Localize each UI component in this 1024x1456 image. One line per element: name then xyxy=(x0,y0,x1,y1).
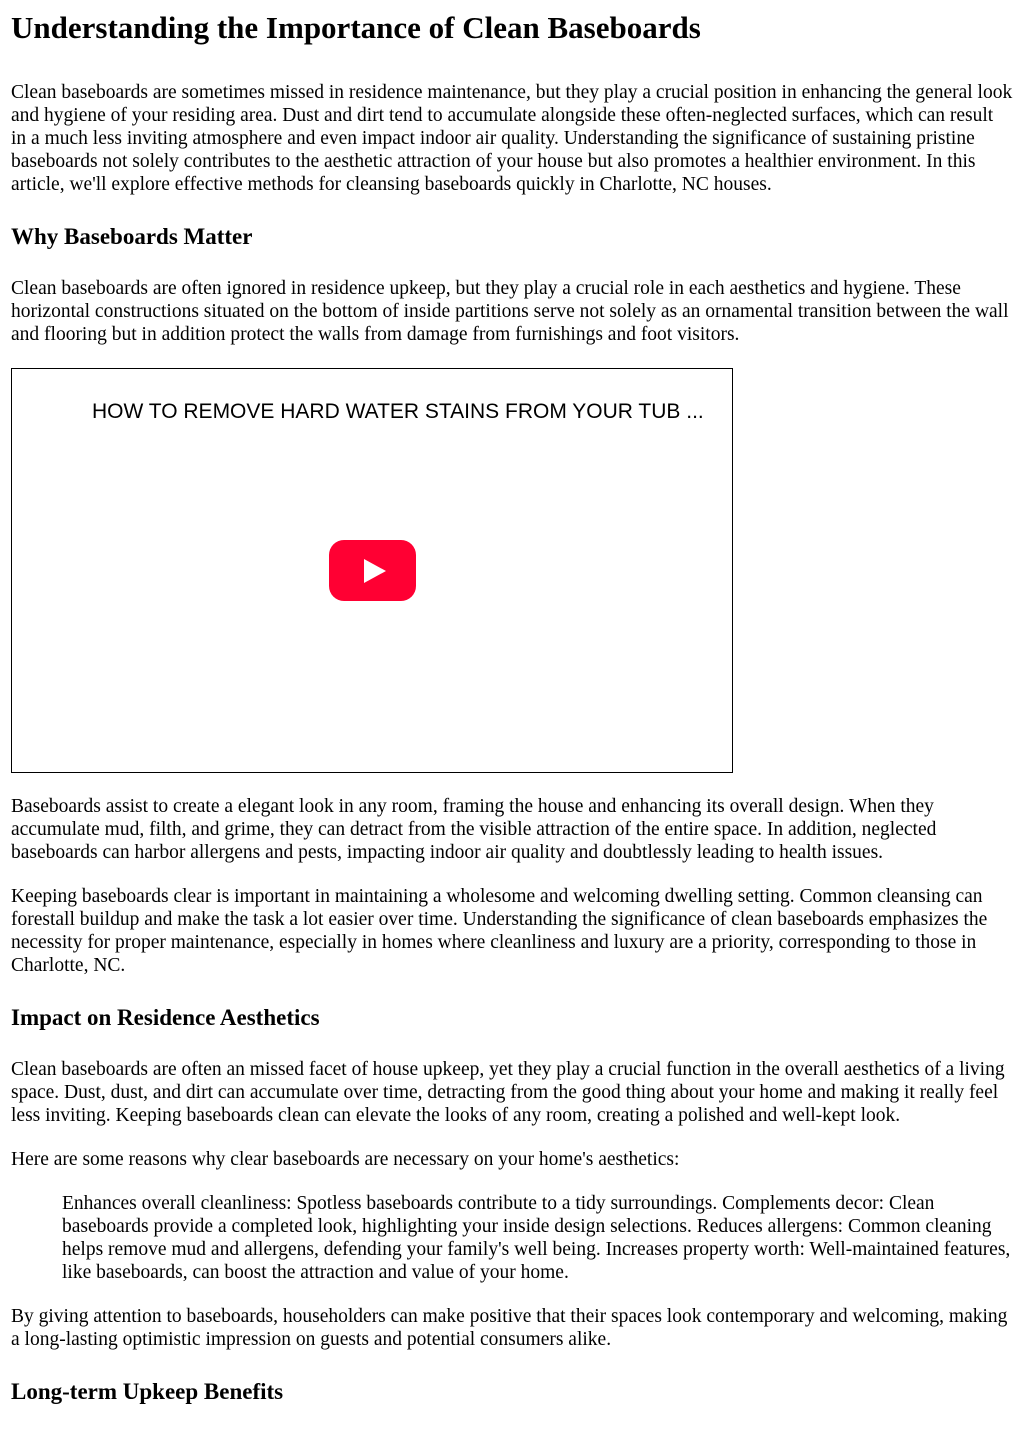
intro-paragraph: Clean baseboards are sometimes missed in residence maintenance, but they play a crucial position in enhancing the general look and hygiene of your residing area. Dust and dirt tend to accumulate alongside these often-neglected surfaces, which can result in a much less inviting atmosphere and even impact indoor air quality. Understanding the significance of sustaining pristine baseboards not solely contributes to the aesthetic attraction of your house but also promotes a healthier environment. In this article, we'll explore effective methods for cleansing baseboards quickly in Charlotte, NC houses. xyxy=(11,82,1013,195)
page-title: Understanding the Importance of Clean Baseboards xyxy=(11,10,701,45)
paragraph: Keeping baseboards clear is important in maintaining a wholesome and welcoming dwelling setting. Common cleansing can forestall buildup and make the task a lot easier over time. Understanding the significance of clean baseboards emphasizes the necessity for proper maintenance, especially in homes where cleanliness and luxury are a priority, corresponding to those in Charlotte, NC. xyxy=(11,886,988,976)
article xyxy=(0,10,1024,1405)
reasons-blockquote: Enhances overall cleanliness: Spotless baseboards contribute to a tidy surroundings. Complements decor: Clean baseboards provide a completed look, highlighting your inside design selections. Reduces allergens: Common cleaning helps remove mud and allergens, defending your family's well being. Increases property worth: Well-maintained features, like baseboards, can boost the attraction and value of your home. xyxy=(62,1193,1011,1283)
paragraph: Here are some reasons why clear baseboards are necessary on your home's aesthetics: xyxy=(11,1149,680,1170)
section-heading-impact-on-residence-aesthetics: Impact on Residence Aesthetics xyxy=(11,1005,320,1030)
video-embed[interactable] xyxy=(11,368,733,773)
paragraph: Clean baseboards are often ignored in residence upkeep, but they play a crucial role in each aesthetics and hygiene. These horizontal constructions situated on the bottom of inside partitions serve not solely as an ornamental transition between the wall and flooring but in addition protect the walls from damage from furnishings and foot visitors. xyxy=(11,278,1009,345)
paragraph: Baseboards assist to create a elegant look in any room, framing the house and enhancing its overall design. When they accumulate mud, filth, and grime, they can detract from the visible attraction of the entire space. In addition, neglected baseboards can harbor allergens and pests, impacting indoor air quality and doubtlessly leading to health issues. xyxy=(11,796,937,863)
section-heading-long-term-upkeep-benefits: Long-term Upkeep Benefits xyxy=(11,1379,284,1404)
youtube-play-icon[interactable] xyxy=(329,540,416,601)
paragraph: By giving attention to baseboards, householders can make positive that their spaces look contemporary and welcoming, making a long-lasting optimistic impression on guests and potential consumers alike. xyxy=(11,1306,1008,1350)
section-heading-why-baseboards-matter: Why Baseboards Matter xyxy=(11,224,253,249)
video-title[interactable]: HOW TO REMOVE HARD WATER STAINS FROM YOUR TUB ... xyxy=(92,400,704,423)
paragraph: Clean baseboards are often an missed facet of house upkeep, yet they play a crucial function in the overall aesthetics of a living space. Dust, dust, and dirt can accumulate over time, detracting from the good thing about your home and making it really feel less inviting. Keeping baseboards clean can elevate the looks of any room, creating a polished and well-kept look. xyxy=(11,1059,1005,1126)
